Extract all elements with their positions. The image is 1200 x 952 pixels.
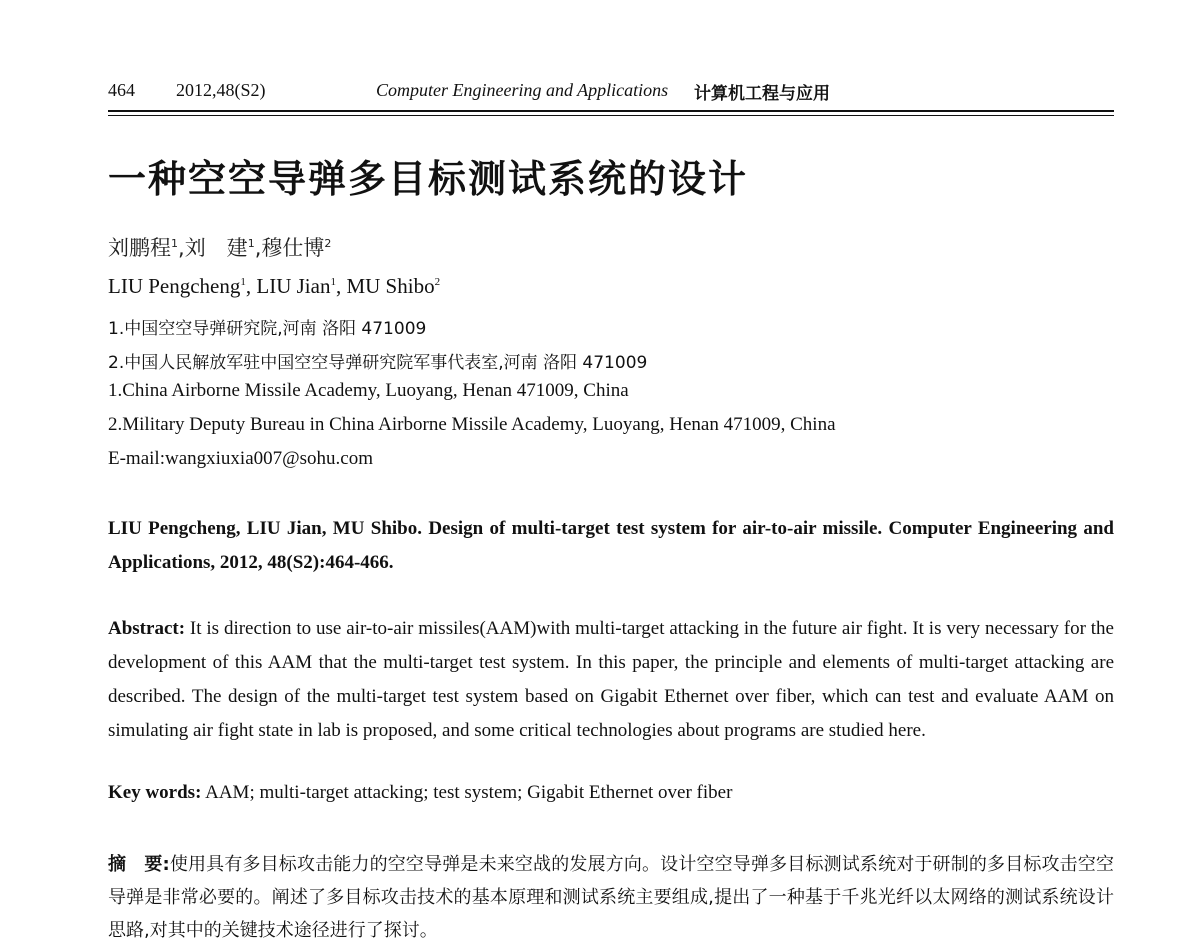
affiliation-en-2: 2.Military Deputy Bureau in China Airborne Missile Academy, Luoyang, Henan 471009, China bbox=[108, 414, 836, 435]
separator: , bbox=[245, 274, 257, 298]
running-header bbox=[108, 78, 1114, 106]
abstract-en bbox=[108, 612, 1114, 748]
author-name: LIU Jian bbox=[256, 274, 331, 298]
author-name: MU Shibo bbox=[346, 274, 435, 298]
abstract-text: It is direction to use air-to-air missiles(AAM)with multi-target attacking in the future air fight. It is very necessary for the development of this AAM that the multi-target test system. In this paper, the principle and elements of multi-target attacking are described. The design of the multi-target test system based on Gigabit Ethernet over fiber, which can test and evaluate AAM on simulating air fight state in lab is proposed, and some critical technologies about programs are studied here. bbox=[108, 618, 1114, 741]
separator: , bbox=[178, 236, 185, 260]
affiliation-mark: 1 bbox=[330, 276, 336, 288]
journal-name-cn: 计算机工程与应用 bbox=[694, 84, 830, 104]
author-name: 刘鹏程 bbox=[108, 236, 171, 260]
keywords-label: Key words: bbox=[108, 782, 202, 803]
affiliation-mark: 1 bbox=[171, 237, 178, 250]
journal-name-en: Computer Engineering and Applications bbox=[376, 80, 669, 100]
affiliation-mark: 2 bbox=[324, 237, 332, 250]
author-name: 刘 建 bbox=[184, 236, 248, 260]
affiliation-mark: 1 bbox=[247, 237, 255, 250]
affiliation-cn-2: 2.中国人民解放军驻中国空空导弹研究院军事代表室,河南 洛阳 471009 bbox=[108, 353, 648, 373]
abstract-cn-text: 使用具有多目标攻击能力的空空导弹是未来空战的发展方向。设计空空导弹多目标测试系统对于研制的多目标攻击空空导弹是非常必要的。阐述了多目标攻击技术的基本原理和测试系统主要组成,提出了一种基于千兆光纤以太网络的测试系统设计思路,对其中的关键技术途径进行了探讨。 bbox=[108, 854, 1114, 941]
header-rule-thick bbox=[108, 110, 1114, 112]
abstract-cn-label: 摘 要: bbox=[108, 854, 170, 875]
separator: , bbox=[335, 274, 347, 298]
author-name: LIU Pengcheng bbox=[108, 274, 241, 298]
author-name: 穆仕博 bbox=[261, 236, 325, 260]
volume-issue: 2012,48(S2) bbox=[176, 80, 266, 100]
page-number: 464 bbox=[108, 80, 135, 100]
email: E-mail:wangxiuxia007@sohu.com bbox=[108, 448, 373, 469]
affiliation-mark: 1 bbox=[240, 276, 246, 288]
keywords-text: AAM; multi-target attacking; test system; Gigabit Ethernet over fiber bbox=[201, 782, 733, 803]
citation: LIU Pengcheng, LIU Jian, MU Shibo. Design of multi-target test system for air-to-air missile. Computer Engineering and Applications, 2012, 48(S2):464-466. bbox=[108, 518, 1114, 573]
abstract-label: Abstract: bbox=[108, 618, 186, 639]
authors-cn bbox=[108, 232, 331, 262]
header-rule-thin bbox=[108, 115, 1114, 116]
authors-en bbox=[108, 274, 440, 299]
paper-title-cn: 一种空空导弹多目标测试系统的设计 bbox=[108, 157, 749, 201]
abstract-cn bbox=[108, 848, 1114, 947]
affiliation-en-1: 1.China Airborne Missile Academy, Luoyang, Henan 471009, China bbox=[108, 380, 629, 401]
separator: , bbox=[254, 236, 262, 260]
affiliation-cn-1: 1.中国空空导弹研究院,河南 洛阳 471009 bbox=[108, 319, 427, 339]
affiliation-mark: 2 bbox=[434, 276, 441, 288]
keywords-en bbox=[108, 782, 1114, 804]
